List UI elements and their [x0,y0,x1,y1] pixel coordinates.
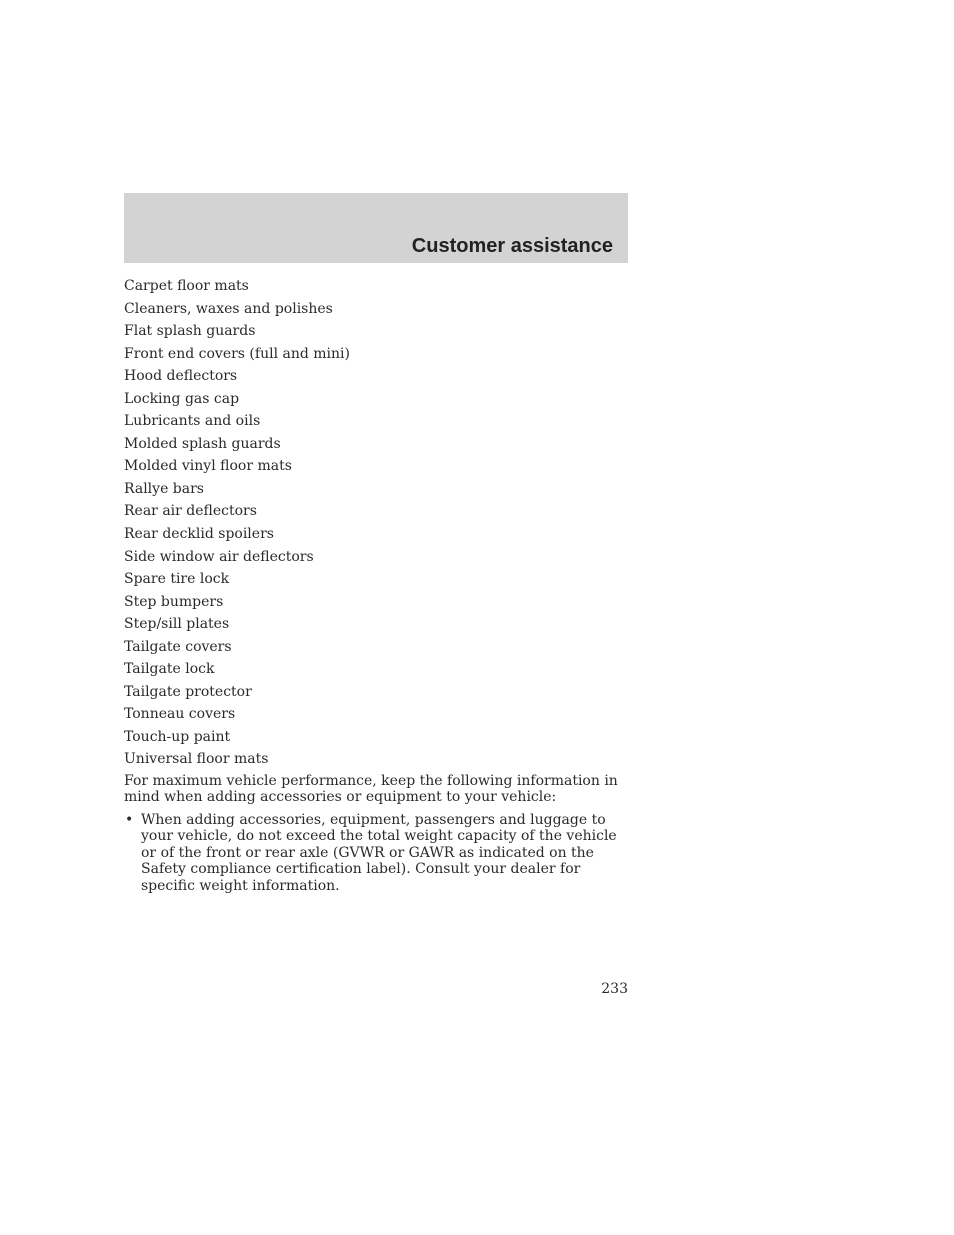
list-item: Touch-up paint [124,728,231,745]
list-item: Hood deflectors [124,368,238,385]
list-item: Step/sill plates [124,616,230,633]
list-item: Cleaners, waxes and polishes [124,300,333,317]
list-item: Tailgate lock [124,661,215,678]
list-item: Flat splash guards [124,323,256,340]
list-item: Molded vinyl floor mats [124,458,292,475]
list-item: Carpet floor mats [124,278,249,294]
list-item: Step bumpers [124,593,224,610]
list-item: Rear decklid spoilers [124,526,274,543]
list-item: Universal floor mats [124,751,269,768]
list-item: Rallye bars [124,480,204,497]
section-title: Customer assistance [411,235,613,257]
bullet-item [124,812,634,894]
intro-paragraph: For maximum vehicle performance, keep the following information in mind when adding accessories or equipment to your vehicle: [124,773,618,806]
bullet-text: When adding accessories, equipment, passengers and luggage to your vehicle, do not exceed the total weight capacity of the vehicle or of the front or rear axle (GVWR or GAWR as indicated on the Safety compliance certification label). Consult your dealer for specific weight information. [141,812,617,894]
list-item: Locking gas cap [124,390,240,407]
list-item: Lubricants and oils [124,413,261,430]
accessory-list [124,276,350,772]
section-header-band [124,193,628,263]
list-item: Tailgate protector [124,683,252,700]
list-item: Molded splash guards [124,435,281,452]
list-item: Tailgate covers [124,638,232,655]
list-item: Rear air deflectors [124,503,257,520]
list-item: Tonneau covers [124,706,236,723]
list-item: Front end covers (full and mini) [124,345,350,362]
page-number: 233 [601,981,628,997]
bullet-marker: • [125,812,134,828]
list-item: Side window air deflectors [124,548,314,565]
list-item: Spare tire lock [124,571,230,588]
